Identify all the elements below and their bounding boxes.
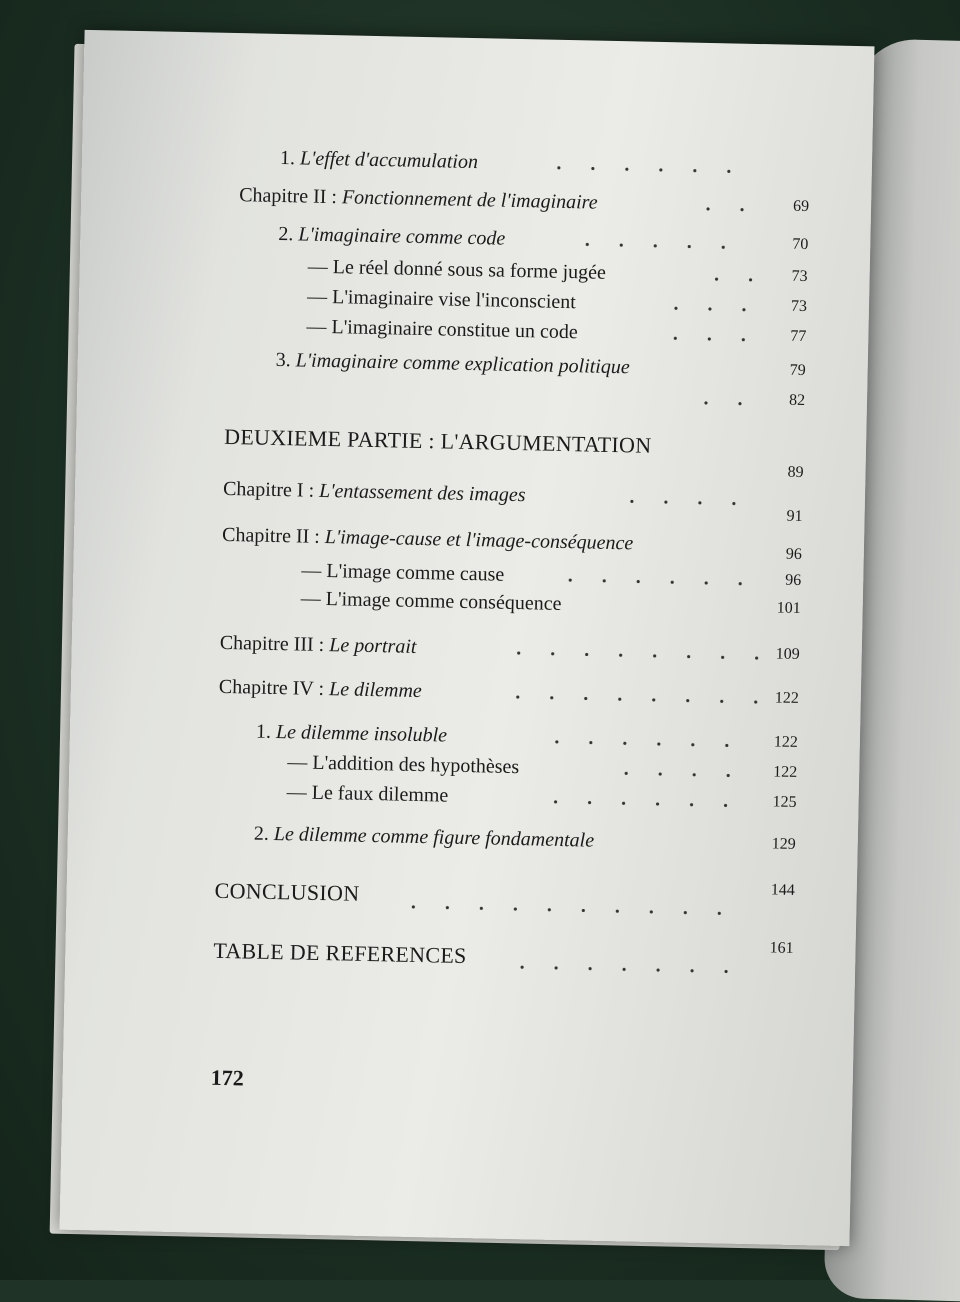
leader-dots [659, 304, 759, 314]
entry-page: 73 [790, 297, 808, 316]
entry-prefix: — L'image comme cause [301, 559, 505, 586]
leader-dots [501, 693, 761, 706]
entry-prefix: CONCLUSION [214, 877, 360, 906]
leader-dots [553, 576, 753, 588]
entry-prefix: TABLE DE REFERENCES [213, 937, 467, 969]
entry-page: 122 [774, 689, 799, 707]
entry-page: 122 [773, 763, 798, 781]
leader-dots [699, 275, 759, 284]
entry-number: 2. [253, 822, 270, 845]
book-page [60, 30, 875, 1246]
entry-page: 91 [786, 507, 803, 526]
entry-page: 69 [792, 197, 810, 216]
page-number: 172 [210, 1064, 244, 1091]
entry-prefix: — L'addition des hypothèses [287, 751, 520, 779]
leader-dots [540, 738, 750, 750]
entry-page: 129 [771, 835, 796, 853]
entry-number: 3. [275, 348, 292, 372]
toc-entry [72, 624, 862, 673]
entry-page: 101 [776, 599, 801, 617]
entry-title: L'imaginaire comme code [298, 223, 506, 250]
entry-prefix: Chapitre II : [238, 184, 343, 209]
entry-prefix: Chapitre III : [219, 631, 330, 657]
entry-title: L'imaginaire comme explication politique [295, 349, 630, 379]
entry-prefix: — L'image comme conséquence [300, 587, 562, 615]
entry-page: 125 [772, 793, 797, 811]
toc-entry [71, 668, 861, 717]
entry-page: 77 [790, 327, 807, 346]
leader-dots [502, 649, 762, 662]
entry-prefix: Chapitre IV : [218, 675, 330, 701]
entry-page: 79 [789, 361, 806, 380]
entry-page: 70 [792, 235, 809, 254]
toc-entry [68, 814, 858, 863]
part-title: DEUXIEME PARTIE : L'ARGUMENTATION [223, 423, 652, 458]
entry-prefix: — Le faux dilemme [286, 781, 449, 807]
leader-dots [689, 399, 749, 408]
entry-page: 122 [773, 733, 799, 751]
leader-dots [505, 963, 745, 976]
leader-dots [539, 798, 749, 810]
entry-page: 73 [791, 267, 808, 286]
entry-number: 2. [278, 222, 294, 246]
entry-title: Le portrait [328, 634, 417, 658]
entry-prefix: — L'imaginaire vise l'inconscient [306, 285, 577, 314]
leader-dots [396, 903, 736, 918]
entry-title: L'effet d'accumulation [299, 147, 479, 174]
toc-entry [65, 932, 855, 981]
entry-prefix: Chapitre II : [221, 523, 326, 548]
entry-number: 1. [279, 146, 296, 170]
entry-number: 1. [255, 720, 272, 743]
entry-prefix: Chapitre I : [222, 477, 320, 502]
entry-title: Le dilemme [328, 678, 423, 703]
leader-dots [570, 240, 750, 252]
leader-dots [658, 334, 758, 344]
entry-title: Fonctionnement de l'imaginaire [341, 186, 598, 214]
entry-title: Le dilemme comme figure fondamentale [273, 823, 595, 852]
entry-title: L'entassement des images [318, 479, 526, 507]
entry-page: 89 [787, 463, 804, 482]
leader-dots [691, 205, 751, 214]
leader-dots [542, 163, 742, 175]
entry-page: 82 [788, 391, 806, 410]
entry-page: 161 [769, 939, 794, 957]
entry-page: 144 [770, 881, 795, 899]
entry-title: L'image-cause et l'image-conséquence [324, 526, 634, 555]
entry-prefix: — Le réel donné sous sa forme jugée [307, 255, 607, 284]
entry-prefix: — L'imaginaire constitue un code [306, 315, 578, 344]
entry-page: 96 [785, 545, 803, 563]
entry-page: 96 [785, 571, 802, 589]
entry-title: Le dilemme insoluble [275, 721, 448, 747]
toc-entry [66, 872, 856, 921]
leader-dots [609, 769, 749, 780]
entry-page: 109 [775, 645, 800, 663]
